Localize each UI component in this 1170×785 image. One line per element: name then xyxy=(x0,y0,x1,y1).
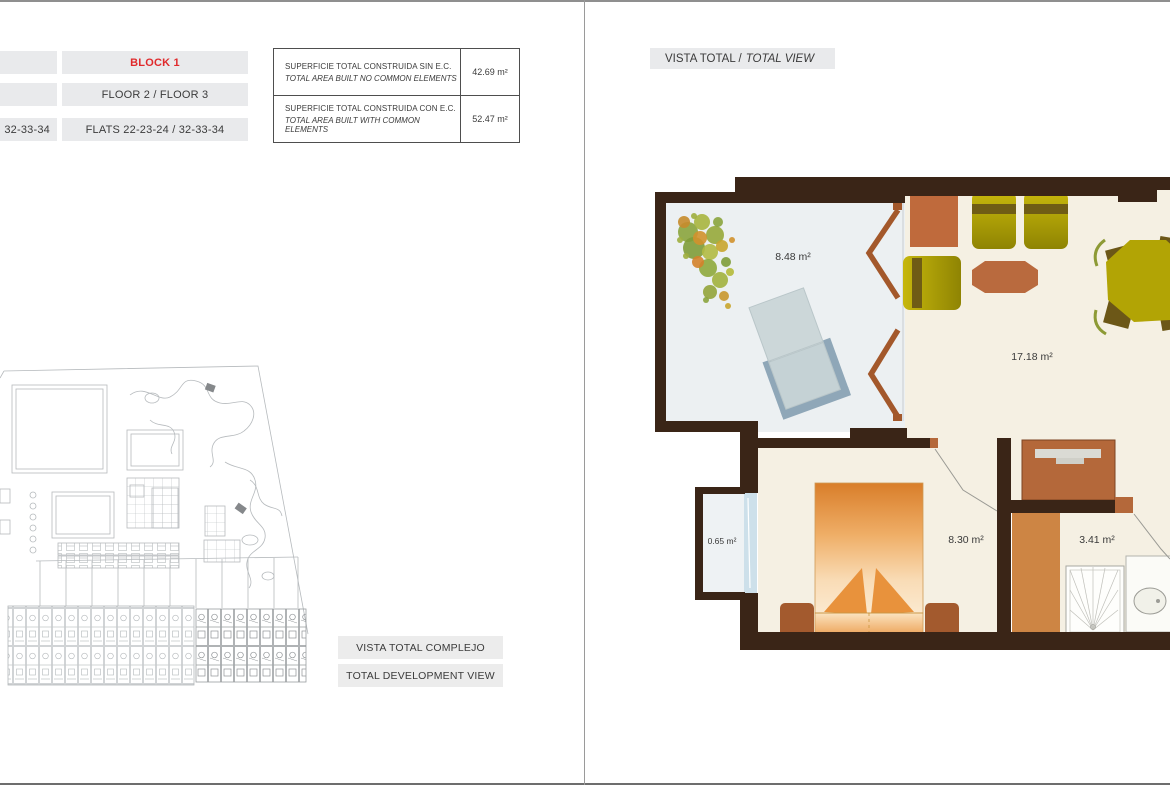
area-row-label-en: TOTAL AREA BUILT WITH COMMON ELEMENTS xyxy=(285,116,420,134)
area-row-label-es: SUPERFICIE TOTAL CONSTRUIDA CON E.C. xyxy=(285,104,456,113)
site-plan-caption-es: VISTA TOTAL COMPLEJO xyxy=(338,636,503,659)
area-row-label-en: TOTAL AREA BUILT NO COMMON ELEMENTS xyxy=(285,73,457,83)
area-row-value: 42.69 m² xyxy=(460,49,519,95)
bathroom-area-label: 3.41 m² xyxy=(1079,534,1115,546)
armchair xyxy=(903,256,961,310)
site-plan-caption-en: TOTAL DEVELOPMENT VIEW xyxy=(338,664,503,687)
terrace-area-label: 8.48 m² xyxy=(775,251,811,263)
nightstand xyxy=(780,603,814,637)
nightstand xyxy=(925,603,959,637)
wardrobe xyxy=(1012,513,1060,632)
wall-end-cap xyxy=(930,438,938,448)
coffee-table xyxy=(972,261,1038,293)
bathroom-fixtures xyxy=(1066,556,1170,636)
flats-label: FLATS 22-23-24 / 32-33-34 xyxy=(62,118,248,141)
floor-label: FLOOR 2 / FLOOR 3 xyxy=(62,83,248,106)
washbasin xyxy=(1126,556,1170,632)
glass-door xyxy=(744,493,757,593)
bedroom-area-label: 8.30 m² xyxy=(948,534,984,546)
shower xyxy=(1066,566,1124,636)
armchair xyxy=(1024,192,1068,249)
balcony-area-label: 0.65 m² xyxy=(707,536,737,546)
area-row-value: 52.47 m² xyxy=(460,96,519,142)
living-area-label: 17.18 m² xyxy=(1011,351,1053,363)
double-bed xyxy=(815,483,923,635)
floor-plan-title-en: TOTAL VIEW xyxy=(745,52,815,65)
floor-plan-title-es: VISTA TOTAL / xyxy=(665,52,742,65)
tv-unit xyxy=(1022,440,1115,500)
block-label: BLOCK 1 xyxy=(62,51,248,74)
side-label-box: 32-33-34 xyxy=(0,118,57,141)
wall-pier xyxy=(1115,497,1133,513)
area-row-label-es: SUPERFICIE TOTAL CONSTRUIDA SIN E.C. xyxy=(285,61,452,71)
side-table xyxy=(910,195,958,247)
armchair xyxy=(972,192,1016,249)
